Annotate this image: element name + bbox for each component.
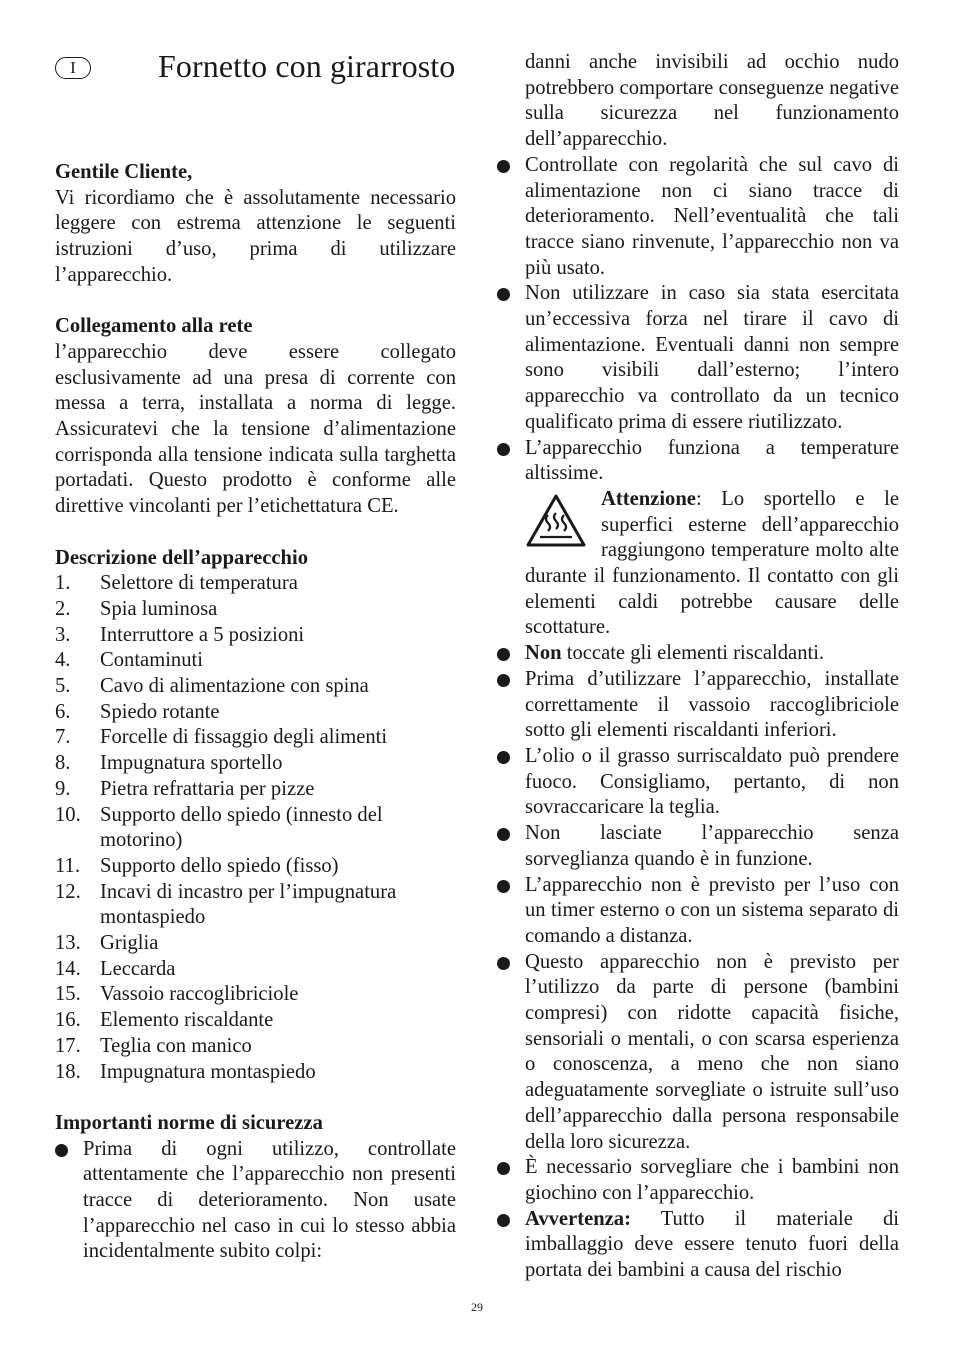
item-label: Incavi di incastro per l’impugnatura montaspiedo: [100, 880, 397, 929]
list-item: [55, 931, 456, 957]
bullet-icon: [497, 751, 510, 764]
bullet-icon: [55, 1144, 68, 1157]
list-item: [55, 648, 456, 674]
connection-text: l’apparecchio deve essere collegato esclusivamente ad una presa di corrente con messa a terra, installata a norma di legge. Assicuratevi che la tensione d’alimentazione corrisponda alla tensione indicata sulla targhetta portadati. Questo prodotto è conforme alle direttive vincolanti per l’etichettatura CE.: [55, 340, 456, 518]
item-number: 16.: [55, 1009, 81, 1032]
item-label: Forcelle di fissaggio degli alimenti: [100, 726, 388, 749]
item-label: Supporto dello spiedo (fisso): [100, 854, 339, 877]
item-label: Spiedo rotante: [100, 700, 220, 723]
list-item: [497, 641, 899, 667]
safety-heading: Importanti norme di sicurezza: [55, 1111, 323, 1134]
list-item: [497, 153, 899, 282]
bullet-text: toccate gli elementi riscaldanti.: [561, 642, 825, 665]
list-item: [497, 667, 899, 744]
item-number: 10.: [55, 803, 81, 826]
item-number: 17.: [55, 1034, 81, 1057]
list-item: [497, 1207, 899, 1284]
list-item: [55, 1060, 456, 1086]
list-item: [497, 821, 899, 872]
list-item: [55, 725, 456, 751]
parts-list: [55, 571, 456, 1085]
safety-list-start: [55, 1137, 456, 1266]
item-label: Impugnatura montaspiedo: [100, 1060, 316, 1083]
item-label: Interruttore a 5 posizioni: [100, 623, 305, 646]
item-number: 6.: [55, 700, 71, 723]
item-label: Griglia: [100, 932, 159, 955]
bullet-bold-text: Non: [525, 642, 562, 665]
bullet-icon: [497, 828, 510, 841]
greeting-text: Vi ricordiamo che è assolutamente necessario leggere con estrema attenzione le seguenti istruzioni d’uso, prima di utilizzare l’apparecchio.: [55, 186, 456, 286]
list-item: [497, 281, 899, 435]
item-number: 15.: [55, 983, 81, 1006]
item-label: Spia luminosa: [100, 597, 218, 620]
left-column: [55, 160, 456, 1265]
list-item: [55, 597, 456, 623]
bullet-text: Tutto il materiale di imballaggio deve essere tenuto fuori della portata dei bambini a causa del rischio: [525, 1207, 899, 1282]
item-number: 2.: [55, 597, 71, 620]
bullet-text: Non utilizzare in caso sia stata esercitata un’eccessiva forza nel tirare il cavo di alimentazione. Eventuali danni non sempre sono visibili dall’esterno; l’intero apparecchio va controllato da un tecnico qualificato prima di essere riutilizzato.: [525, 282, 899, 433]
safety-list: [497, 153, 899, 487]
list-item: [55, 982, 456, 1008]
list-item: [55, 803, 456, 854]
hot-surface-warning: [497, 487, 899, 641]
bullet-icon: [497, 160, 510, 173]
bullet-text: Prima d’utilizzare l’apparecchio, installate correttamente il vassoio raccoglibriciole sotto gli elementi riscaldanti inferiori.: [525, 667, 899, 742]
list-item: [55, 571, 456, 597]
item-label: Elemento riscaldante: [100, 1009, 274, 1032]
item-label: Teglia con manico: [100, 1034, 252, 1057]
page-number: 29: [471, 1300, 483, 1314]
item-number: 8.: [55, 752, 71, 775]
item-label: Contaminuti: [100, 649, 203, 672]
greeting-heading: Gentile Cliente,: [55, 161, 193, 183]
item-number: 4.: [55, 649, 71, 672]
item-number: 7.: [55, 726, 71, 749]
warning-label: Attenzione: [601, 487, 696, 510]
right-column: [497, 50, 899, 1284]
warning-text: : Lo sportello e le superfici esterne dell’apparecchio raggiungono temperature molto alte durante il funzionamento. Il contatto con gli elementi caldi potrebbe causare delle scottature.: [525, 487, 899, 639]
bullet-icon: [497, 1162, 510, 1175]
item-label: Supporto dello spiedo (innesto del motorino): [100, 803, 383, 852]
bullet-text: Prima di ogni utilizzo, controllate attentamente che l’apparecchio non presenti tracce di deterioramento. Non usate l’apparecchio nel caso in cui lo stesso abbia incidentalmente subito colpi:: [83, 1137, 456, 1263]
list-item: [55, 1008, 456, 1034]
bullet-icon: [497, 288, 510, 301]
item-number: 5.: [55, 675, 71, 698]
bullet-icon: [497, 1214, 510, 1227]
bullet-text: L’apparecchio non è previsto per l’uso con un timer esterno o con un sistema separato di comando a distanza.: [525, 873, 899, 947]
language-badge: I: [55, 57, 91, 79]
item-label: Leccarda: [100, 957, 176, 980]
item-number: 11.: [55, 854, 80, 877]
list-item: [55, 674, 456, 700]
item-number: 12.: [55, 880, 81, 903]
bullet-text: L’olio o il grasso surriscaldato può prendere fuoco. Consigliamo, pertanto, di non sovraccaricare la teglia.: [525, 744, 899, 819]
list-item: [55, 1137, 456, 1266]
bullet-text: Questo apparecchio non è previsto per l’utilizzo da parte di persone (bambini compresi) con ridotte capacità fisiche, sensoriali o mentali, o con scarsa esperienza o conoscenza, a meno che non siano adeguatamente sorvegliate o istruite sull’uso dell’apparecchio dalla persona responsabile della loro sicurezza.: [525, 950, 899, 1153]
list-item: [55, 751, 456, 777]
list-item: [55, 957, 456, 983]
bullet-text: L’apparecchio funziona a temperature altissime.: [525, 436, 899, 485]
list-item: [497, 873, 899, 950]
bullet-icon: [497, 443, 510, 456]
bullet-text: Non lasciate l’apparecchio senza sorveglianza quando è in funzione.: [525, 822, 899, 870]
list-item: [55, 1034, 456, 1060]
item-number: 14.: [55, 957, 81, 980]
list-item: [55, 777, 456, 803]
item-number: 18.: [55, 1060, 81, 1083]
item-number: 1.: [55, 572, 71, 595]
bullet-icon: [497, 880, 510, 893]
hot-surface-warning-icon: [525, 493, 587, 549]
item-label: Cavo di alimentazione con spina: [100, 675, 369, 698]
list-item: [55, 854, 456, 880]
list-item: [55, 880, 456, 931]
list-item: [497, 436, 899, 487]
item-label: Impugnatura sportello: [100, 752, 283, 775]
safety-list-continued: [497, 641, 899, 1284]
item-label: Vassoio raccoglibriciole: [100, 983, 299, 1006]
bullet-bold-text: Avvertenza:: [525, 1207, 631, 1230]
item-number: 13.: [55, 932, 81, 955]
item-number: 9.: [55, 777, 71, 800]
item-label: Selettore di temperatura: [100, 572, 298, 595]
item-number: 3.: [55, 623, 71, 646]
bullet-icon: [497, 674, 510, 687]
description-heading: Descrizione dell’apparecchio: [55, 546, 308, 569]
bullet-icon: [497, 648, 510, 661]
connection-heading: Collegamento alla rete: [55, 315, 253, 338]
item-label: Pietra refrattaria per pizze: [100, 777, 315, 800]
page-title: Fornetto con girarrosto: [158, 48, 456, 84]
bullet-text: Controllate con regolarità che sul cavo di alimentazione non ci siano tracce di deterioramento. Nell’eventualità che tali tracce siano rinvenute, l’apparecchio non va più usato.: [525, 153, 899, 279]
list-item: [497, 1155, 899, 1206]
list-item: [497, 744, 899, 821]
list-item: [55, 700, 456, 726]
bullet-icon: [497, 957, 510, 970]
bullet-text: È necessario sorvegliare che i bambini non giochino con l’apparecchio.: [525, 1156, 899, 1204]
list-item: [55, 623, 456, 649]
bullet-continuation: danni anche invisibili ad occhio nudo potrebbero comportare conseguenze negative sulla sicurezza nel funzionamento dell’apparecchio.: [525, 51, 899, 151]
list-item: [497, 950, 899, 1156]
